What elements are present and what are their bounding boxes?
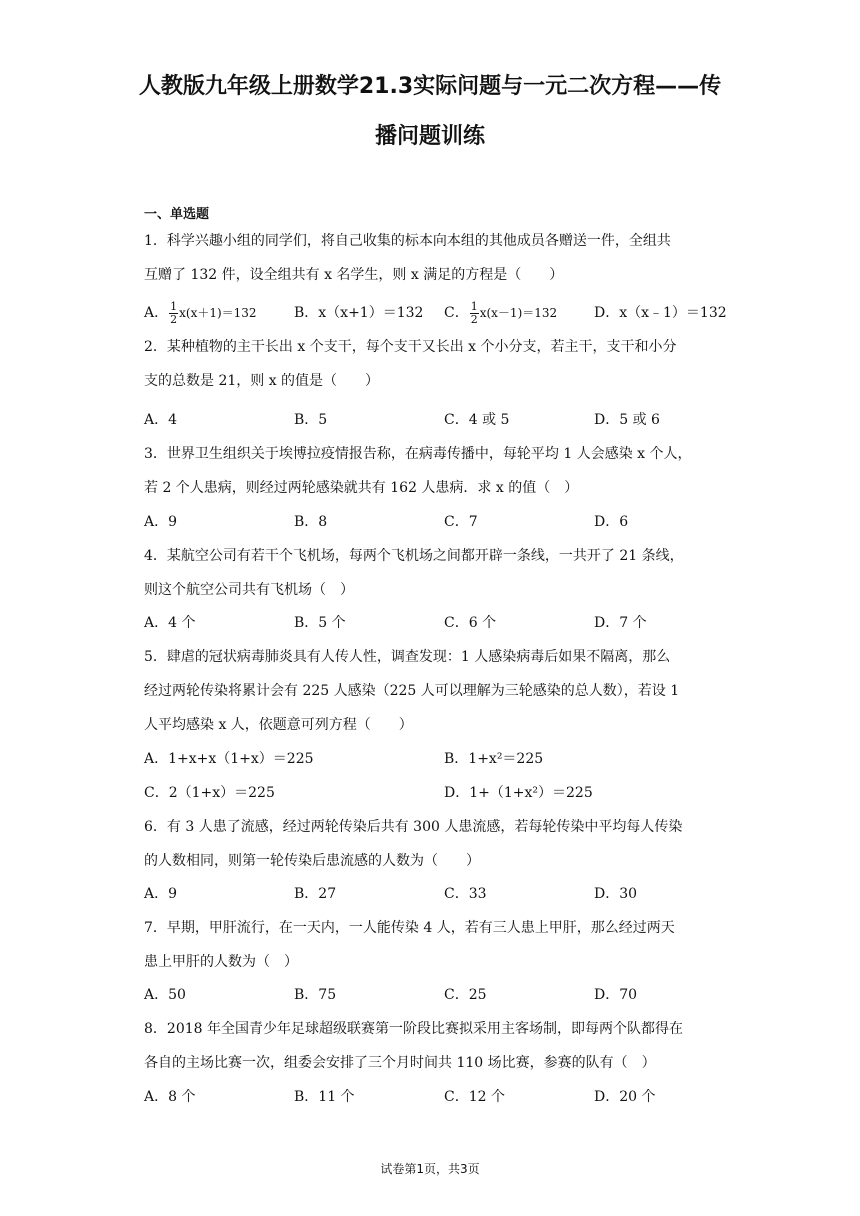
question-4-options [144,606,734,640]
question-4 [144,539,724,607]
question-8-options [144,1080,734,1114]
question-3 [144,437,724,505]
option-d: D．20 个 [594,1089,656,1105]
option-a: A．4 [144,412,178,428]
question-line: 互赠了 132 件，设全组共有 x 名学生，则 x 满足的方程是（ ） [144,267,564,283]
option-c: C． $\frac{1}{2}$ x(x－1)＝132 [444,299,558,326]
option-b: B．5 个 [294,615,346,631]
option-b: B．75 [294,987,337,1003]
question-line: 各自的主场比赛一次，组委会安排了三个月时间共 110 场比赛，参赛的队有（ ） [144,1055,656,1071]
question-line: 8．2018 年全国青少年足球超级联赛第一阶段比赛拟采用主客场制，即每两个队都得在 [144,1021,683,1037]
fraction-half: $\frac{1}{2}$ [470,299,478,326]
page-footer: 试卷第1页，共3页 [380,1162,480,1176]
option-d: D．1+（1+x²）＝225 [444,785,593,801]
option-d: D．5 或 6 [594,412,660,428]
option-b: B．x（x+1）＝132 [294,305,424,321]
fraction-half: $\frac{1}{2}$ [170,299,178,326]
option-d: D．30 [594,886,638,902]
question-3-options [144,505,734,539]
question-line: 经过两轮传染将累计会有 225 人感染（225 人可以理解为三轮感染的总人数），若设 1 [144,683,680,699]
option-a: A．9 [144,886,178,902]
question-line: 人平均感染 x 人，依题意可列方程（ ） [144,717,413,733]
question-line: 患上甲肝的人数为（ ） [144,954,298,970]
question-5-options-row-2 [144,776,734,810]
question-line: 则这个航空公司共有飞机场（ ） [144,582,354,598]
question-line: 7．早期，甲肝流行，在一天内，一人能传染 4 人，若有三人患上甲肝，那么经过两天 [144,920,675,936]
question-line: 3．世界卫生组织关于埃博拉疫情报告称，在病毒传播中，每轮平均 1 人会感染 x 个人， [144,446,692,462]
option-c: C．12 个 [444,1089,505,1105]
question-2 [144,330,724,398]
option-d: D．7 个 [594,615,647,631]
option-c: C．4 或 5 [444,412,510,428]
section-heading: 一、单选题 [144,207,210,222]
option-d: D．x（x﹣1）＝132 [594,305,727,321]
question-line: 的人数相同，则第一轮传染后患流感的人数为（ ） [144,853,480,869]
option-a: A．4 个 [144,615,196,631]
option-b: B．27 [294,886,337,902]
title-line-1: 人教版九年级上册数学21.3实际问题与一元二次方程——传 [138,74,722,99]
option-a: A．9 [144,514,178,530]
option-b: B．1+x²＝225 [444,751,544,767]
question-8 [144,1012,724,1080]
question-7-options [144,978,734,1012]
question-line: 4．某航空公司有若干个飞机场，每两个飞机场之间都开辟一条线，一共开了 21 条线， [144,548,684,564]
question-7 [144,911,724,979]
question-1-options [144,296,734,330]
question-line: 1．科学兴趣小组的同学们，将自己收集的标本向本组的其他成员各赠送一件，全组共 [144,233,671,249]
question-5-options-row-1 [144,742,734,776]
question-line: 支的总数是 21，则 x 的值是（ ） [144,373,380,389]
question-line: 若 2 个人患病，则经过两轮感染就共有 162 人患病．求 x 的值（ ） [144,480,579,496]
question-2-options [144,403,734,437]
option-c: C．2（1+x）＝225 [144,785,275,801]
question-line: 5．肆虐的冠状病毒肺炎具有人传人性，调查发现：1 人感染病毒后如果不隔离，那么 [144,649,671,665]
question-6-options [144,877,734,911]
option-c: C．7 [444,514,478,530]
document-title [120,62,740,162]
option-b: B．11 个 [294,1089,355,1105]
title-line-2: 播问题训练 [374,124,485,149]
option-c: C．6 个 [444,615,497,631]
option-a: A． $\frac{1}{2}$ x(x＋1)＝132 [144,299,257,326]
question-1 [144,224,724,292]
question-line: 2．某种植物的主干长出 x 个支干，每个支干又长出 x 个小分支，若主干，支干和小分 [144,339,677,355]
option-b: B．8 [294,514,328,530]
option-a: A．50 [144,987,186,1003]
option-a: A．1+x+x（1+x）＝225 [144,751,314,767]
option-d: D．6 [594,514,629,530]
question-5 [144,640,724,742]
option-d: D．70 [594,987,638,1003]
option-b: B．5 [294,412,328,428]
question-line: 6．有 3 人患了流感，经过两轮传染后共有 300 人患流感，若每轮传染中平均每人传染 [144,819,683,835]
option-c: C．33 [444,886,487,902]
question-6 [144,810,724,878]
option-a: A．8 个 [144,1089,196,1105]
option-c: C．25 [444,987,487,1003]
